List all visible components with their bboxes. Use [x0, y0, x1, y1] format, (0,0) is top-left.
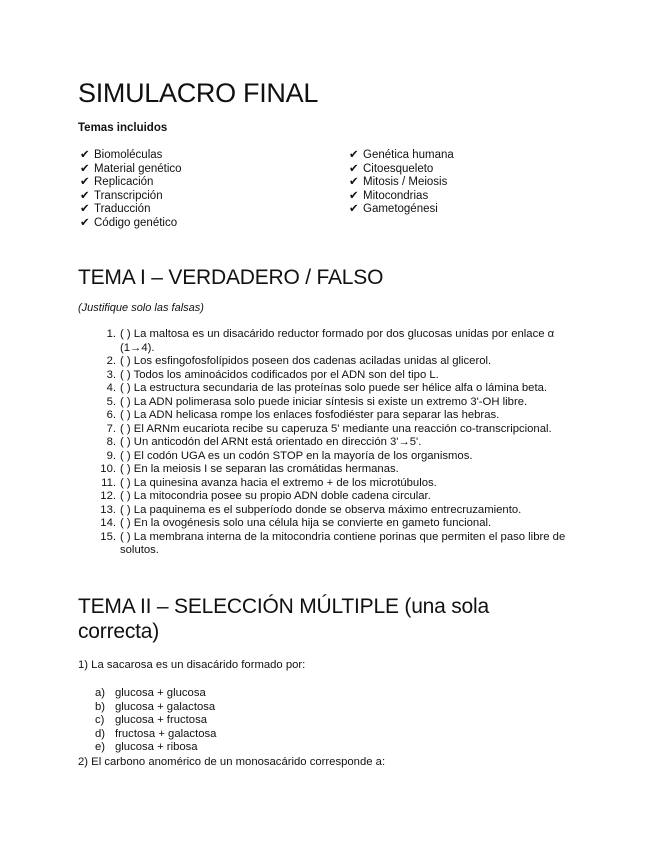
- item-statement: ( ) La membrana interna de la mitocondria contiene porinas que permiten el paso libre de solutos.: [120, 530, 566, 556]
- checkmark-icon: ✔: [349, 189, 359, 202]
- item-number: 8.: [106, 436, 116, 448]
- topics-list-right: [349, 149, 454, 217]
- item-number: 12.: [100, 490, 116, 502]
- topic-label: Traducción: [94, 203, 151, 216]
- option-letter: d): [95, 727, 106, 740]
- item-number: 4.: [106, 382, 116, 394]
- topic-item: [349, 149, 454, 163]
- list-item: [92, 463, 572, 477]
- list-item: [92, 409, 572, 423]
- topic-item: [349, 190, 454, 204]
- question-1-options: [95, 687, 216, 755]
- item-statement: ( ) El codón UGA es un codón STOP en la mayoría de los organismos.: [120, 449, 473, 462]
- option-letter: c): [95, 714, 105, 727]
- option-item: [95, 701, 216, 715]
- list-item: [92, 396, 572, 410]
- item-statement: ( ) En la ovogénesis solo una célula hija se convierte en gameto funcional.: [120, 517, 492, 529]
- topic-label: Mitocondrias: [363, 189, 429, 202]
- topic-label: Mitosis / Meiosis: [363, 176, 448, 189]
- item-number: 9.: [106, 449, 116, 462]
- document-title: SIMULACRO FINAL: [78, 78, 319, 108]
- item-number: 7.: [106, 422, 116, 435]
- topic-item: [80, 217, 182, 231]
- list-item: [92, 531, 572, 558]
- list-item: [92, 369, 572, 383]
- option-text: glucosa + fructosa: [115, 714, 207, 727]
- topic-item: [349, 176, 454, 190]
- item-number: 2.: [106, 355, 116, 367]
- list-item: [92, 477, 572, 491]
- topics-label: Temas incluidos: [78, 122, 168, 134]
- section-note: (Justifique solo las falsas): [78, 302, 204, 314]
- item-statement: ( ) La ADN helicasa rompe los enlaces fosfodiéster para separar las hebras.: [120, 409, 500, 421]
- topic-item: [349, 163, 454, 177]
- item-statement: ( ) La mitocondria posee su propio ADN doble cadena circular.: [120, 490, 431, 502]
- option-letter: a): [95, 687, 106, 699]
- list-item: [92, 517, 572, 531]
- checkmark-icon: ✔: [80, 162, 90, 175]
- topic-label: Material genético: [94, 162, 182, 175]
- topic-item: [80, 176, 182, 190]
- item-statement: ( ) Un anticodón del ARNt está orientado en dirección 3'→5'.: [120, 436, 422, 448]
- item-number: 5.: [106, 395, 116, 408]
- item-statement: ( ) Todos los aminoácidos codificados por el ADN son del tipo L.: [120, 368, 439, 381]
- item-statement: ( ) La maltosa es un disacárido reductor formado por dos glucosas unidas por enlace α (1→4).: [120, 328, 555, 354]
- option-item: [95, 687, 216, 701]
- topic-label: Código genético: [94, 216, 178, 229]
- topics-list-left: [80, 149, 182, 231]
- item-statement: ( ) El ARNm eucariota recibe su caperuza 5' mediante una reacción co-transcripcional.: [120, 422, 552, 435]
- topic-item: [80, 149, 182, 163]
- option-text: glucosa + ribosa: [115, 741, 198, 754]
- item-number: 6.: [106, 409, 116, 421]
- item-statement: ( ) En la meiosis I se separan las cromátidas hermanas.: [120, 463, 399, 475]
- option-item: [95, 741, 216, 755]
- section-heading-tema1: TEMA I – VERDADERO / FALSO: [78, 266, 384, 289]
- option-item: [95, 714, 216, 728]
- item-number: 14.: [100, 517, 116, 529]
- checkmark-icon: ✔: [349, 149, 359, 161]
- topic-item: [349, 203, 454, 217]
- item-statement: ( ) La ADN polimerasa solo puede iniciar síntesis si existe un extremo 3'-OH libre.: [120, 395, 528, 408]
- topic-label: Citoesqueleto: [363, 162, 434, 175]
- list-item: [92, 382, 572, 396]
- item-statement: ( ) La paquinema es el subperíodo donde se observa máximo entrecruzamiento.: [120, 503, 522, 516]
- topic-item: [80, 163, 182, 177]
- list-item: [92, 355, 572, 369]
- question-1: 1) La sacarosa es un disacárido formado por:: [78, 659, 306, 671]
- checkmark-icon: ✔: [80, 216, 90, 229]
- option-text: glucosa + glucosa: [115, 687, 206, 699]
- checkmark-icon: ✔: [349, 203, 359, 216]
- topic-label: Transcripción: [94, 189, 163, 202]
- checkmark-icon: ✔: [80, 176, 90, 189]
- item-statement: ( ) Los esfingofosfolípidos poseen dos cadenas aciladas unidas al glicerol.: [120, 355, 492, 367]
- item-number: 13.: [100, 503, 116, 516]
- item-number: 1.: [106, 328, 116, 340]
- topic-label: Replicación: [94, 176, 154, 189]
- item-statement: ( ) La estructura secundaria de las proteínas solo puede ser hélice alfa o lámina beta.: [120, 382, 548, 394]
- list-item: [92, 490, 572, 504]
- checkmark-icon: ✔: [80, 189, 90, 202]
- option-item: [95, 728, 216, 742]
- topic-label: Gametogénesi: [363, 203, 438, 216]
- checkmark-icon: ✔: [80, 149, 90, 161]
- question-2: 2) El carbono anomérico de un monosacárido corresponde a:: [78, 756, 386, 768]
- option-letter: b): [95, 700, 106, 713]
- topic-label: Genética humana: [363, 149, 454, 161]
- topic-item: [80, 203, 182, 217]
- checkmark-icon: ✔: [349, 176, 359, 189]
- topic-item: [80, 190, 182, 204]
- item-statement: ( ) La quinesina avanza hacia el extremo + de los microtúbulos.: [120, 476, 437, 489]
- checkmark-icon: ✔: [80, 203, 90, 216]
- true-false-list: [92, 328, 572, 558]
- list-item: [92, 328, 572, 355]
- item-number: 11.: [101, 476, 116, 489]
- item-number: 3.: [106, 368, 116, 381]
- list-item: [92, 423, 572, 437]
- option-letter: e): [95, 741, 106, 754]
- list-item: [92, 450, 572, 464]
- list-item: [92, 504, 572, 518]
- option-text: fructosa + galactosa: [115, 727, 217, 740]
- item-number: 10.: [100, 463, 116, 475]
- option-text: glucosa + galactosa: [115, 700, 216, 713]
- item-number: 15.: [100, 530, 116, 543]
- topic-label: Biomoléculas: [94, 149, 163, 161]
- list-item: [92, 436, 572, 450]
- checkmark-icon: ✔: [349, 162, 359, 175]
- section-heading-tema2: TEMA II – SELECCIÓN MÚLTIPLE (una sola correcta): [78, 595, 489, 643]
